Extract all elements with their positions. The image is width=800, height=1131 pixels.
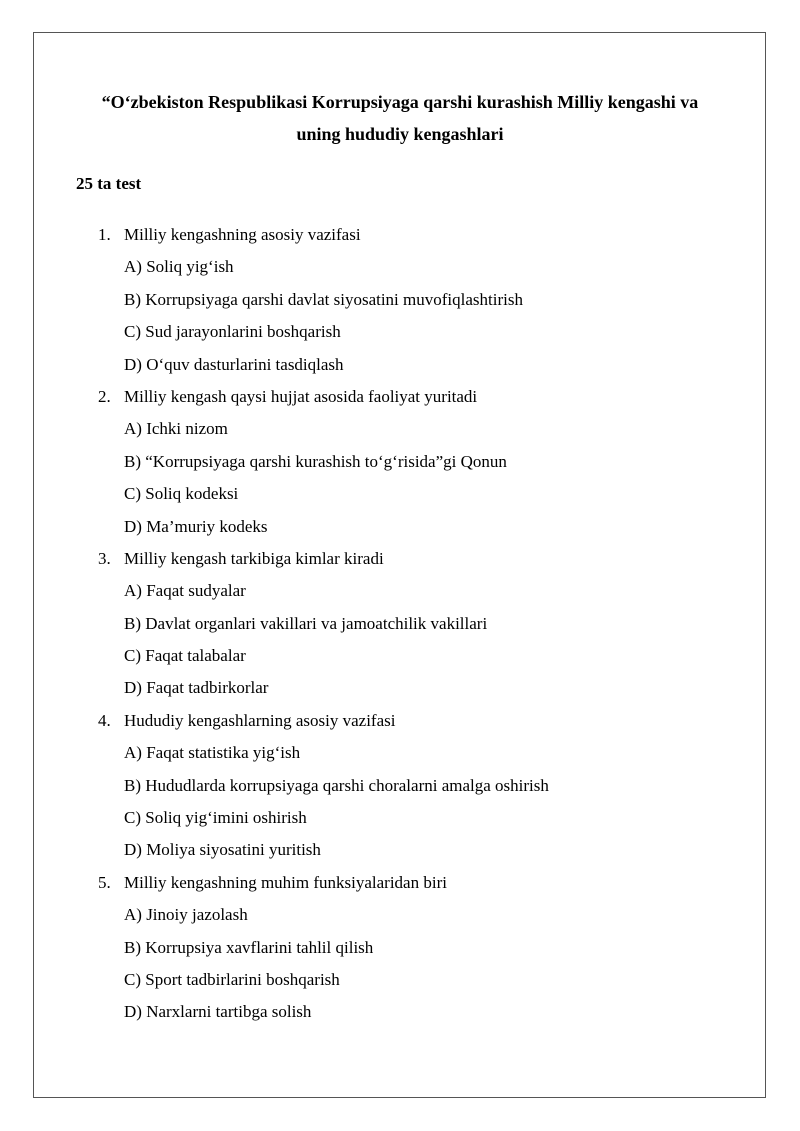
question-text: Milliy kengash qaysi hujjat asosida faoliyat yuritadi bbox=[124, 386, 478, 406]
answer-option-a: A) Ichki nizom bbox=[124, 419, 228, 439]
answer-option-c: C) Faqat talabalar bbox=[124, 646, 246, 666]
answer-option-c: C) Soliq yig‘imini oshirish bbox=[124, 808, 307, 828]
question-number: 5. bbox=[98, 872, 111, 892]
question-item bbox=[98, 705, 738, 867]
answer-option-b: B) Korrupsiya xavflarini tahlil qilish bbox=[124, 937, 374, 957]
answer-option-d: D) Moliya siyosatini yuritish bbox=[124, 840, 321, 860]
question-number: 4. bbox=[98, 710, 111, 730]
answer-option-a: A) Faqat sudyalar bbox=[124, 581, 246, 601]
question-row bbox=[98, 705, 738, 737]
question-number: 2. bbox=[98, 386, 111, 406]
question-item bbox=[98, 543, 738, 705]
answer-option-c: C) Sport tadbirlarini boshqarish bbox=[124, 969, 340, 989]
answer-option-a: A) Jinoiy jazolash bbox=[124, 905, 248, 925]
question-row bbox=[98, 381, 738, 413]
question-row bbox=[98, 219, 738, 251]
question-text: Milliy kengashning asosiy vazifasi bbox=[124, 225, 361, 244]
question-item bbox=[98, 867, 738, 1029]
question-list bbox=[98, 219, 738, 1029]
answer-option-b: B) Davlat organlari vakillari va jamoatchilik vakillari bbox=[124, 613, 488, 633]
answer-option-b: B) Korrupsiyaga qarshi davlat siyosatini muvofiqlashtirish bbox=[124, 289, 523, 309]
answer-option-c: C) Sud jarayonlarini boshqarish bbox=[124, 322, 341, 342]
answer-option-c: C) Soliq kodeksi bbox=[124, 484, 239, 504]
answer-option-a: A) Faqat statistika yig‘ish bbox=[124, 743, 301, 763]
test-count-heading: 25 ta test bbox=[76, 174, 142, 193]
answer-option-d: D) Faqat tadbirkorlar bbox=[124, 678, 269, 698]
question-text: Milliy kengash tarkibiga kimlar kiradi bbox=[124, 548, 384, 568]
answer-option-d: D) Narxlarni tartibga solish bbox=[124, 1002, 312, 1022]
question-text: Milliy kengashning muhim funksiyalaridan biri bbox=[124, 872, 447, 892]
answer-option-d: D) O‘quv dasturlarini tasdiqlash bbox=[124, 354, 344, 374]
question-text: Hududiy kengashlarning asosiy vazifasi bbox=[124, 710, 396, 730]
question-number: 3. bbox=[98, 548, 111, 568]
answer-option-b: B) “Korrupsiyaga qarshi kurashish to‘g‘risida”gi Qonun bbox=[124, 451, 507, 471]
question-item bbox=[98, 219, 738, 381]
question-row bbox=[98, 543, 738, 575]
answer-option-b: B) Hududlarda korrupsiyaga qarshi choralarni amalga oshirish bbox=[124, 775, 549, 795]
document-title bbox=[60, 86, 740, 150]
answer-option-d: D) Ma’muriy kodeks bbox=[124, 516, 268, 536]
title-line-2: uning hududiy kengashlari bbox=[296, 124, 504, 144]
question-item bbox=[98, 381, 738, 543]
question-number: 1. bbox=[98, 225, 111, 244]
title-line-1: “O‘zbekiston Respublikasi Korrupsiyaga qarshi kurashish Milliy kengashi va bbox=[101, 92, 699, 112]
answer-option-a: A) Soliq yig‘ish bbox=[124, 257, 234, 277]
question-row bbox=[98, 867, 738, 899]
